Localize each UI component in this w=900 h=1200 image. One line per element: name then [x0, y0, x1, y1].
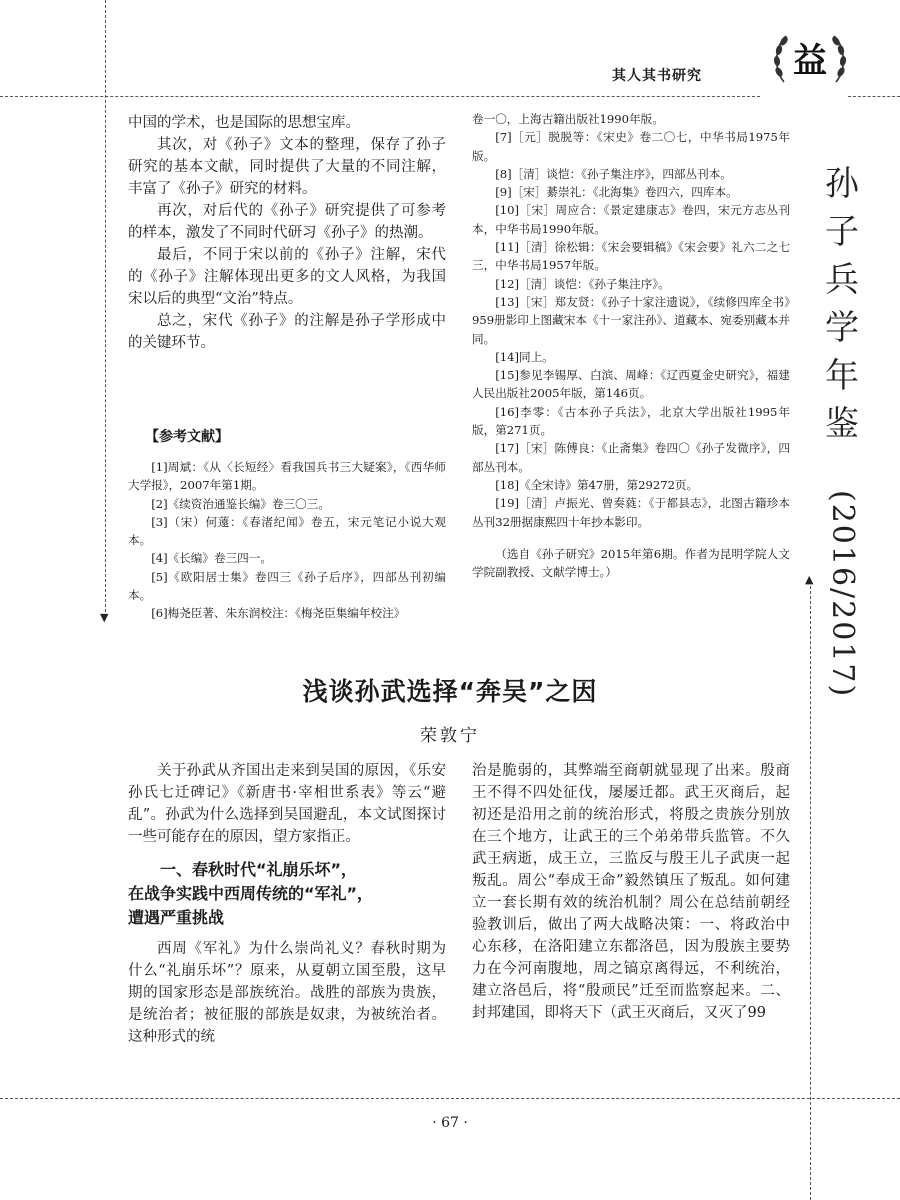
logo-glyph: 益 — [793, 41, 827, 81]
article-intro: 关于孙武从齐国出走来到吴国的原因，《乐安孙氏七迁碑记》《新唐书·宰相世系表》等云“避乱”。孙武为什么选择到吴国避乱，本文试图探讨一些可能存在的原因，望方家指正。 — [128, 763, 446, 845]
reference-item: [18]《全宋诗》第47册，第29272页。 — [495, 477, 699, 492]
reference-item: [12]［清］谈恺：《孙子集注序》。 — [495, 276, 670, 291]
references-list-left — [128, 458, 446, 623]
reference-item: [4]《长编》卷三四一。 — [151, 551, 272, 566]
reference-item: [9]［宋］綦崇礼：《北海集》卷四六，四库本。 — [495, 185, 738, 200]
reference-item: [3]（宋）何薳：《春渚纪闻》卷五，宋元笔记小说大观本。 — [128, 514, 446, 548]
references-heading: 【参考文献】 — [145, 429, 229, 445]
reference-item: [8]［清］谈恺：《孙子集注序》，四部丛刊本。 — [495, 166, 732, 181]
reference-item: [19]［清］卢振光、曾奏蕤：《于都县志》，北图古籍珍本丛刊32册据康熙四十年抄本影印。 — [472, 496, 790, 529]
reference-item: [14]同上。 — [495, 349, 554, 364]
running-head: 其人其书研究 — [612, 68, 702, 84]
top-dashed-rule-right — [848, 96, 900, 97]
reference-item: [10]［宋］周应合：《景定建康志》卷四，宋元方志丛刊本，中华书局1990年版。 — [472, 203, 790, 236]
reference-item: [17]［宋］陈傅良：《止斋集》卷四〇《孙子发微序》，四部丛刊本。 — [472, 441, 790, 474]
side-title-char: 学 — [825, 308, 859, 348]
left-dashed-margin-line — [105, 0, 106, 612]
paragraph: 最后，不同于宋以前的《孙子》注解，宋代的《孙子》注解体现出更多的文人风格，为我国宋以后的典型“文治”特点。 — [128, 247, 446, 307]
reference-item: [15]参见李锡厚、白滨、周峰：《辽西夏金史研究》，福建人民出版社2005年版，第146页。 — [472, 368, 790, 401]
article-author: 荣敦宁 — [420, 726, 480, 746]
paragraph: 西周《军礼》为什么崇尚礼义？春秋时期为什么“礼崩乐坏”？原来，从夏朝立国至殷，这早期的国家形态是部族统治。战胜的部族为贵族，是统治者；被征服的部族是奴隶，为被统治者。这种形式的统 — [128, 941, 446, 1045]
yearbook-side-title — [822, 160, 862, 734]
side-title-year: (2016/2017) — [825, 489, 860, 699]
references-list-right — [472, 110, 790, 581]
reference-item: [2]《续资治通鉴长编》卷三〇三。 — [151, 496, 330, 511]
page-number: · 67 · — [432, 1115, 468, 1131]
section-heading — [128, 858, 446, 930]
right-margin-arrow-icon: ▲ — [805, 573, 814, 586]
reference-item: [11]［清］徐松辑：《宋会要辑稿》《宋会要》礼六二之七三，中华书局1957年版。 — [472, 240, 790, 273]
paragraph: 总之，宋代《孙子》的注解是孙子学形成中的关键环节。 — [128, 313, 446, 351]
paragraph: 再次，对后代的《孙子》研究提供了可参考的样本，激发了不同时代研习《孙子》的热潮。 — [128, 203, 446, 241]
bottom-dashed-rule — [0, 1098, 900, 1099]
side-title-char: 兵 — [825, 260, 859, 300]
article-left-column — [128, 760, 446, 1048]
reference-item: [1]周斌：《从〈长短经〉看我国兵书三大疑案》，《西华师大学报》，2007年第1期。 — [128, 460, 446, 493]
section-heading-line: 一、春秋时代“礼崩乐坏”， — [160, 860, 358, 879]
source-note: （选自《孙子研究》2015年第6期。作者为昆明学院人文学院副教授、文献学博士。） — [472, 546, 790, 580]
reference-item: [5]《欧阳居士集》卷四三《孙子后序》，四部丛刊初编本。 — [128, 569, 446, 603]
section-heading-line: 遭遇严重挑战 — [128, 908, 225, 927]
reference-item: [16]李零：《古本孙子兵法》，北京大学出版社1995年版，第271页。 — [472, 404, 790, 438]
top-dashed-rule-left — [0, 96, 760, 97]
article-right-column — [472, 760, 790, 1024]
side-title-char: 鉴 — [825, 404, 859, 444]
reference-continued: 卷一〇，上海古籍出版社1990年版。 — [472, 112, 664, 126]
side-title-char: 孙 — [825, 164, 859, 204]
yearbook-logo-icon — [770, 28, 850, 90]
paragraph: 治是脆弱的，其弊端至商朝就显现了出来。殷商王不得不四处征伐，屡屡迁都。武王灭商后，起初还是沿用之前的统治形式，将殷之贵族分别放在三个地方，让武王的三个弟弟带兵监管。不久武王病逝，成王立，三监反与殷王儿子武庚一起叛乱。周公“奉成王命”毅然镇压了叛乱。如何建立一套长期有效的统治机制？周公在总结前朝经验教训后，做出了两大战略决策：一、将政治中心东移，在洛阳建立东都洛邑，因为殷族主要势力在今河南腹地，周之镐京离得远，不利统治，建立洛邑后，将“殷顽民”迁至而监察起来。二、封邦建国，即将天下（武王灭商后，又灭了99 — [472, 763, 790, 1021]
side-title-char: 年 — [825, 356, 859, 396]
paragraph: 中国的学术，也是国际的思想宝库。 — [128, 115, 360, 131]
reference-item: [7]［元］脱脱等：《宋史》卷二〇七，中华书局1975年版。 — [472, 130, 790, 163]
left-margin-arrow-icon: ▼ — [100, 611, 109, 624]
prev-article-body — [128, 112, 446, 354]
section-heading-line: 在战争实践中西周传统的“军礼”， — [128, 884, 374, 903]
article-title: 浅谈孙武选择“奔吴”之因 — [302, 677, 598, 706]
paragraph: 其次，对《孙子》文本的整理，保存了孙子研究的基本文献，同时提供了大量的不同注解，丰富了《孙子》研究的材料。 — [128, 137, 446, 197]
side-title-char: 子 — [825, 212, 859, 252]
reference-item: [13]［宋］郑友贤：《孙子十家注遗说》，《续修四库全书》959册影印上图藏宋本《十一家注孙》、道藏本、宛委别藏本并同。 — [472, 294, 790, 346]
reference-item: [6]梅尧臣著、朱东润校注：《梅尧臣集编年校注》 — [151, 606, 406, 621]
